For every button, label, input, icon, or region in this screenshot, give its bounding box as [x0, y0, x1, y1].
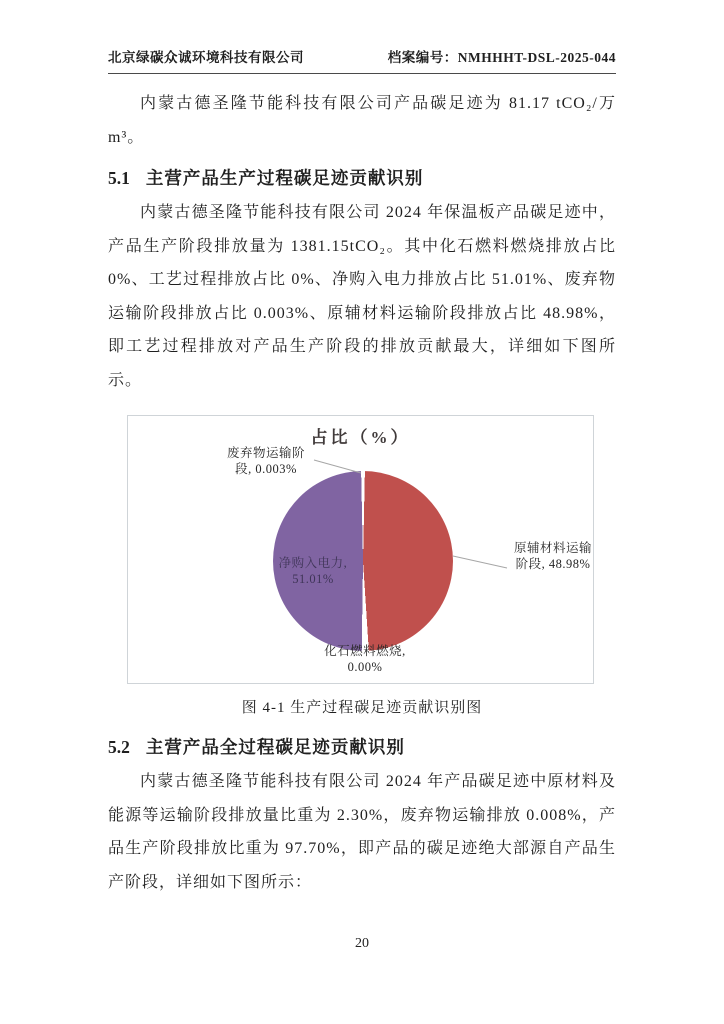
page-header [108, 0, 616, 74]
page-number: 20 [355, 936, 369, 951]
page-content [108, 87, 616, 899]
label-material-line2: 阶段, 48.98% [515, 557, 591, 571]
label-electricity-line2: 51.01% [292, 572, 334, 586]
label-waste-line2: 段, 0.003% [235, 462, 297, 476]
section-5-1-paragraph: 内蒙古德圣隆节能科技有限公司 2024 年保温板产品碳足迹中，产品生产阶段排放量为 1381.15tCO₂。其中化石燃料燃烧排放占比 0%、工艺过程排放占比 0%、净购入电力排放占比 51.01%、废弃物运输阶段排放占比 0.003%、原辅材料运输阶段排放占比 48.98%，即工艺过程排放对产品生产阶段的排放贡献最大，详细如下图所示。 [108, 204, 616, 389]
chart-title: 占比（%） [310, 428, 411, 447]
header-file-number [388, 46, 616, 66]
label-purchased-electricity [263, 555, 363, 587]
label-fossil-line1: 化石燃料燃烧, [324, 644, 406, 658]
file-number-label: 档案编号： [387, 50, 458, 65]
section-5-1-number: 5.1 [108, 168, 130, 188]
section-5-1-title: 主营产品生产过程碳足迹贡献识别 [145, 168, 424, 188]
pie-chart-frame [127, 415, 594, 684]
label-fossil-fuel [313, 643, 417, 675]
label-waste-line1: 废弃物运输阶 [226, 446, 305, 460]
label-material-line1: 原辅材料运输 [513, 541, 592, 555]
label-waste-transport [201, 445, 331, 477]
file-number-value: NMHHHT-DSL-2025-044 [457, 50, 616, 65]
section-5-2-title: 主营产品全过程碳足迹贡献识别 [145, 737, 405, 757]
section-5-2-paragraph: 内蒙古德圣隆节能科技有限公司 2024 年产品碳足迹中原材料及能源等运输阶段排放量比重为 2.30%，废弃物运输排放 0.008%，产品生产阶段排放比重为 97.70%，即产品的碳足迹绝大部源自产品生产阶段，详细如下图所示： [108, 773, 616, 891]
intro-paragraph: 内蒙古德圣隆节能科技有限公司产品碳足迹为 81.17 tCO₂/万 m³。 [108, 95, 616, 146]
header-company-name: 北京绿碳众诚环境科技有限公司 [108, 50, 304, 65]
section-5-2-heading [108, 734, 616, 759]
label-fossil-line2: 0.00% [347, 660, 383, 674]
figure-caption: 图 4-1 生产过程碳足迹贡献识别图 [241, 700, 483, 716]
section-5-1-heading [108, 165, 616, 190]
label-raw-material-transport [506, 540, 600, 572]
label-electricity-line1: 净购入电力, [278, 556, 348, 570]
section-5-2-number: 5.2 [108, 737, 130, 757]
